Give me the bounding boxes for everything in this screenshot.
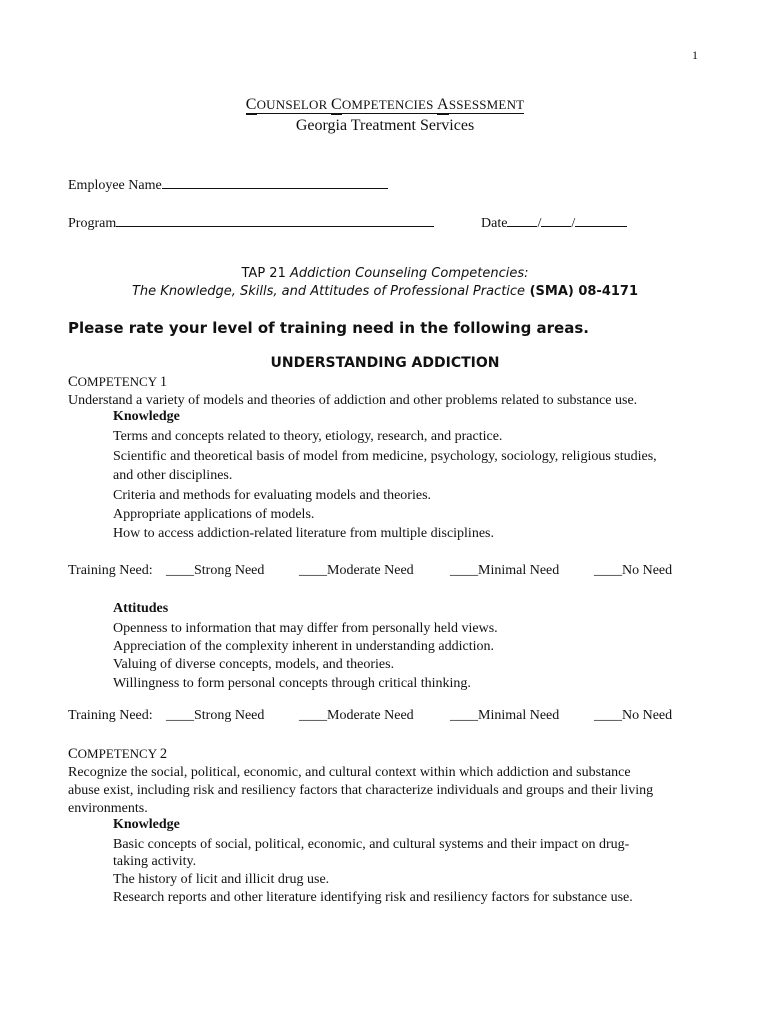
competency-1-knowledge-item: Criteria and methods for evaluating models and theories. <box>113 488 432 503</box>
tap-reference-line1: TAP 21 Addiction Counseling Competencies: <box>241 266 529 281</box>
competency-2-knowledge-item: Basic concepts of social, political, economic, and cultural systems and their impact on drug- <box>113 837 630 852</box>
competency-1-attitude-item: Willingness to form personal concepts through critical thinking. <box>113 676 471 691</box>
moderate-need-option[interactable]: ____Moderate Need <box>299 563 414 578</box>
strong-need-option[interactable]: ____Strong Need <box>166 563 265 578</box>
competency-1-attitude-item: Openness to information that may differ from personally held views. <box>113 621 498 636</box>
date-day-line[interactable] <box>541 214 571 227</box>
competency-2-knowledge-item: The history of licit and illicit drug use. <box>113 872 330 887</box>
minimal-need-option[interactable]: ____Minimal Need <box>450 708 560 723</box>
program-label: Program <box>68 216 117 231</box>
program-line[interactable] <box>116 214 434 227</box>
competency-1-knowledge-item: Terms and concepts related to theory, etiology, research, and practice. <box>113 429 503 444</box>
competency-1-knowledge-heading: Knowledge <box>113 409 180 424</box>
competency-2-description: abuse exist, including risk and resiliency factors that characterize individuals and groups and their living <box>68 783 654 798</box>
page-number: 1 <box>692 48 698 62</box>
date-month-line[interactable] <box>507 214 537 227</box>
tap-reference-line2: The Knowledge, Skills, and Attitudes of Professional Practice (SMA) 08-4171 <box>131 284 639 299</box>
competency-1-description: Understand a variety of models and theories of addiction and other problems related to substance use. <box>68 393 638 408</box>
competency-2-description: Recognize the social, political, economic, and cultural context within which addiction and substance <box>68 765 631 780</box>
competency-1-attitude-item: Valuing of diverse concepts, models, and theories. <box>113 657 395 672</box>
date-separator: / <box>571 216 576 231</box>
training-need-label: Training Need: <box>68 563 153 578</box>
no-need-option[interactable]: ____No Need <box>594 708 673 723</box>
competency-1-attitudes-heading: Attitudes <box>113 601 169 616</box>
date-label: Date <box>481 216 508 231</box>
document-subtitle: Georgia Treatment Services <box>295 117 475 134</box>
competency-1-knowledge-item: Appropriate applications of models. <box>113 507 315 522</box>
competency-1-knowledge-item: Scientific and theoretical basis of model from medicine, psychology, sociology, religious studies, <box>113 449 657 464</box>
competency-2-label: COMPETENCY 2 <box>68 746 168 762</box>
competency-2-knowledge-item: Research reports and other literature identifying risk and resiliency factors for substance use. <box>113 890 633 905</box>
no-need-option[interactable]: ____No Need <box>594 563 673 578</box>
strong-need-option[interactable]: ____Strong Need <box>166 708 265 723</box>
program-field[interactable] <box>68 214 434 232</box>
competency-1-knowledge-item: and other disciplines. <box>113 468 233 483</box>
competency-1-knowledge-item: How to access addiction-related literature from multiple disciplines. <box>113 526 494 541</box>
date-year-line[interactable] <box>575 214 627 227</box>
employee-name-field[interactable] <box>68 176 388 194</box>
instruction-heading: Please rate your level of training need in the following areas. <box>68 319 589 337</box>
competency-2-knowledge-item: taking activity. <box>113 854 197 869</box>
training-need-label: Training Need: <box>68 708 153 723</box>
date-field[interactable] <box>481 214 627 232</box>
moderate-need-option[interactable]: ____Moderate Need <box>299 708 414 723</box>
employee-name-line[interactable] <box>162 176 388 189</box>
minimal-need-option[interactable]: ____Minimal Need <box>450 563 560 578</box>
document-title: COUNSELOR COMPETENCIES ASSESSMENT <box>245 96 525 113</box>
section-heading: UNDERSTANDING ADDICTION <box>270 355 500 371</box>
competency-1-attitude-item: Appreciation of the complexity inherent in understanding addiction. <box>113 639 495 654</box>
competency-2-knowledge-heading: Knowledge <box>113 817 180 832</box>
date-separator: / <box>537 216 542 231</box>
employee-name-label: Employee Name <box>68 178 162 193</box>
competency-2-description: environments. <box>68 801 148 816</box>
competency-1-label: COMPETENCY 1 <box>68 374 168 390</box>
